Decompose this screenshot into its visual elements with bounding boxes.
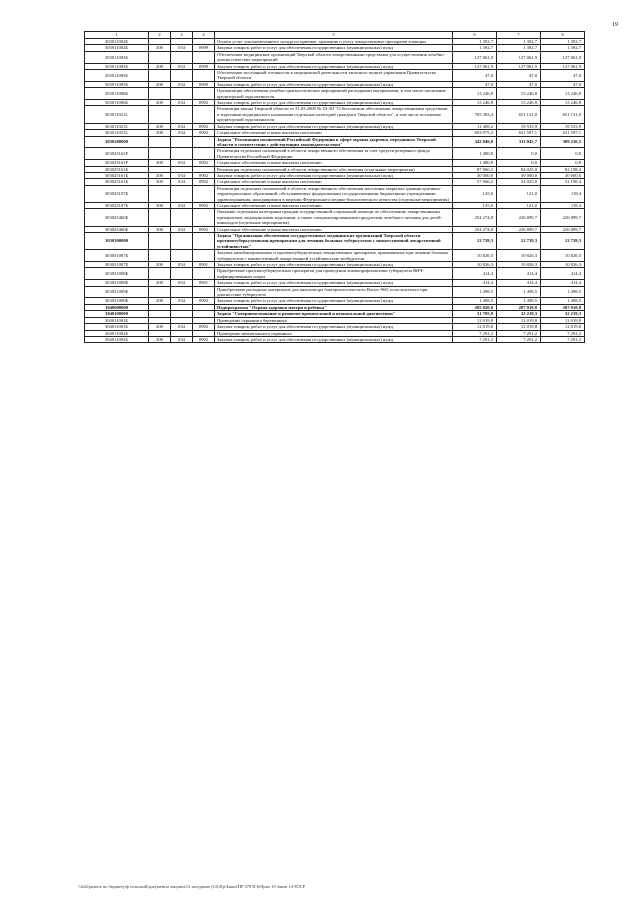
row-rz: 034 (171, 130, 193, 136)
row-rz: 034 (171, 280, 193, 286)
row-amount-1: 12 019,8 (453, 317, 497, 323)
row-code: 303011006Б (85, 100, 149, 106)
row-pr: 0909 (193, 81, 215, 87)
row-amount-3: 82 198,4 (541, 166, 585, 172)
row-vr: 200 (149, 336, 171, 342)
row-rz: 034 (171, 123, 193, 129)
row-name: Закупка товаров, работ и услуг для обеспечения государственных (муниципальных) нужд (215, 280, 453, 286)
table-row (85, 136, 585, 148)
row-vr: 200 (149, 280, 171, 286)
row-code: 304011002Б (85, 336, 149, 342)
row-amount-3: 118,4 (541, 185, 585, 202)
row-name: Закупка товаров, работ и услуг для обеспечения государственных (муниципальных) нужд (215, 100, 453, 106)
row-name: Оплата услуг уполномоченного склада по приемке, хранению и учету лекарственных препаратов и вакцин (215, 39, 453, 45)
row-vr (149, 70, 171, 82)
row-code: 303025460Б (85, 209, 149, 226)
row-name: Задача "Совершенствование и развитие пренатальной и неонатальной диагностики" (215, 311, 453, 317)
row-pr (193, 250, 215, 262)
row-name: Реализация закона Тверской области от 31.03.2008 № 23-ЗО "О бесплатном обеспечении лекарственными средствами и изделиями медицинского назначения отдельных категорий граждан в Тверской области", в том числе погашение кредиторской задолженности (215, 106, 453, 123)
row-amount-3: 226 899,7 (541, 209, 585, 226)
row-amount-1: 285 820,0 (453, 304, 497, 310)
row-name: Социальное обеспечение и иные выплаты населению (215, 226, 453, 232)
row-amount-2: 1 498,5 (497, 298, 541, 304)
row-code: 303025161F (85, 160, 149, 166)
row-code: 303031009Б (85, 298, 149, 304)
row-amount-2: 12 019,8 (497, 317, 541, 323)
row-name: Реализация отдельных полномочий в области лекарственного обеспечения населения закрытых административно-территориальных образований, обслуживаемых федеральными государственными бюджетными учреждениями здравоохранения, находящимися в ведении Федерального медико-биологического агентства (отдельные мероприятия) (215, 185, 453, 202)
row-name: Проведение скрининга беременных (215, 317, 453, 323)
row-rz: 034 (171, 262, 193, 268)
row-vr (149, 136, 171, 148)
row-amount-2: 19 533,9 (497, 123, 541, 129)
row-name: Закупка товаров, работ и услуг для обеспечения государственных (муниципальных) нужд (215, 63, 453, 69)
row-amount-3: 47,0 (541, 81, 585, 87)
row-amount-3: 127 061,9 (541, 51, 585, 63)
row-rz: 034 (171, 336, 193, 342)
row-amount-3: 127 061,9 (541, 63, 585, 69)
row-amount-1: 125,0 (453, 185, 497, 202)
row-amount-3: 226 899,7 (541, 226, 585, 232)
row-code: 303011021L (85, 123, 149, 129)
table-row (85, 88, 585, 100)
table-row (85, 233, 585, 250)
row-amount-2: 414,4 (497, 268, 541, 280)
row-amount-1: 693 975,2 (453, 130, 497, 136)
row-rz: 034 (171, 226, 193, 232)
row-rz (171, 268, 193, 280)
row-name: Реализация отдельных полномочий в области лекарственного обеспечения (отдельные мероприятия) (215, 166, 453, 172)
row-name: Задача "Организация обеспечения государственных медицинских организаций Тверской области противотуберкулезными препаратами для лечения больных туберкулезом с множественной лекарственной устойчивостью" (215, 233, 453, 250)
row-amount-1: 1 392,7 (453, 45, 497, 51)
row-amount-2: 7 291,2 (497, 330, 541, 336)
row-amount-1: 12 019,8 (453, 324, 497, 330)
row-rz (171, 148, 193, 160)
row-amount-3: 0,0 (541, 160, 585, 166)
column-number: 1 (85, 32, 149, 39)
row-amount-2: 10 826,3 (497, 250, 541, 262)
column-number: 6 (453, 32, 497, 39)
table-row (85, 209, 585, 226)
row-amount-3: 287 018,8 (541, 304, 585, 310)
row-code: 303011002Б (85, 45, 149, 51)
row-code: 303031008Б (85, 268, 149, 280)
row-amount-1: 57 066,2 (453, 179, 497, 185)
column-number: 3 (171, 32, 193, 39)
row-amount-2: 13 246,8 (497, 88, 541, 100)
row-rz: 034 (171, 81, 193, 87)
row-code: 3030300000 (85, 233, 149, 250)
row-code: 303011006Б (85, 88, 149, 100)
row-name: Реализация отдельных полномочий в области лекарственного обеспечения за счет средств резервного фонда Правительства Российской Федерации (215, 148, 453, 160)
row-amount-3: 47,0 (541, 70, 585, 82)
table-row (85, 268, 585, 280)
row-pr: 0909 (193, 45, 215, 51)
row-rz: 034 (171, 298, 193, 304)
row-vr (149, 88, 171, 100)
row-pr: 0902 (193, 298, 215, 304)
row-rz (171, 51, 193, 63)
row-code: 303031007Б (85, 262, 149, 268)
row-amount-3: 651 131,0 (541, 106, 585, 123)
row-pr (193, 286, 215, 298)
row-pr (193, 148, 215, 160)
row-amount-1: 7 291,2 (453, 330, 497, 336)
row-amount-2: 311 045,7 (497, 136, 541, 148)
column-number: 8 (541, 32, 585, 39)
row-name: Закупка товаров, работ и услуг для обеспечения государственных (муниципальных) нужд (215, 262, 453, 268)
row-amount-2: 12 739,3 (497, 233, 541, 250)
row-rz (171, 250, 193, 262)
row-name: Приобретение расходных материалов для анализатора бактериологического Bactec-960, используемого при диагностике туберкулеза (215, 286, 453, 298)
row-vr (149, 233, 171, 250)
row-vr: 200 (149, 123, 171, 129)
row-amount-3: 7 291,2 (541, 336, 585, 342)
row-name: Обеспечение постоянной готовности к медицинской деятельности запасного пункта управления Правительства Тверской области (215, 70, 453, 82)
row-amount-2: 7 291,2 (497, 336, 541, 342)
row-vr: 300 (149, 226, 171, 232)
row-amount-3: 414,4 (541, 268, 585, 280)
row-amount-2: 226 899,7 (497, 209, 541, 226)
row-vr (149, 106, 171, 123)
row-amount-1: 47,0 (453, 81, 497, 87)
column-number: 2 (149, 32, 171, 39)
row-code: 303031007Б (85, 250, 149, 262)
row-code: 303025161Б (85, 179, 149, 185)
row-pr: 0902 (193, 172, 215, 178)
row-code: 304011001Б (85, 317, 149, 323)
row-name: Закупка товаров, работ и услуг для обеспечения государственных (муниципальных) нужд (215, 298, 453, 304)
row-rz: 034 (171, 63, 193, 69)
row-vr (149, 286, 171, 298)
row-amount-1: 125,0 (453, 202, 497, 208)
row-rz: 034 (171, 45, 193, 51)
row-name: Закупка товаров, работ и услуг для обеспечения государственных (муниципальных) нужд (215, 336, 453, 342)
row-amount-1: 30 000,0 (453, 172, 497, 178)
row-name: Социальное обеспечение и иные выплаты населению (215, 130, 453, 136)
row-amount-1: 1 480,0 (453, 148, 497, 160)
row-vr (149, 148, 171, 160)
row-amount-2: 651 131,0 (497, 106, 541, 123)
column-number: 4 (193, 32, 215, 39)
row-rz (171, 88, 193, 100)
row-vr (149, 268, 171, 280)
row-amount-1: 254 274,8 (453, 226, 497, 232)
row-amount-1: 1 498,5 (453, 298, 497, 304)
row-code: 303011003Б (85, 51, 149, 63)
row-pr (193, 185, 215, 202)
row-code: 303025197Б (85, 202, 149, 208)
row-amount-1: 1 392,7 (453, 39, 497, 45)
row-amount-3: 631 597,1 (541, 130, 585, 136)
row-code: 303025161Б (85, 172, 149, 178)
row-code: 304011001Б (85, 324, 149, 330)
row-amount-3: 1 498,5 (541, 286, 585, 298)
row-vr: 200 (149, 45, 171, 51)
row-vr: 200 (149, 100, 171, 106)
row-name: Проведение неонатального скрининга (215, 330, 453, 336)
row-amount-2: 287 018,8 (497, 304, 541, 310)
row-amount-1: 414,4 (453, 268, 497, 280)
row-amount-1: 13 246,8 (453, 100, 497, 106)
row-vr (149, 250, 171, 262)
table-row (85, 185, 585, 202)
row-amount-1: 12 739,3 (453, 233, 497, 250)
row-code: 303025460Б (85, 226, 149, 232)
row-name: Закупка товаров, работ и услуг для обеспечения государственных (муниципальных) нужд (215, 123, 453, 129)
row-name: Закупка товаров, работ и услуг для обеспечения государственных (муниципальных) нужд (215, 81, 453, 87)
row-rz: 034 (171, 324, 193, 330)
row-amount-1: 705 383,4 (453, 106, 497, 123)
file-path-footer: \\fs02\разное по бюджету\ф сельский\документы закупки\13 заседание (13)\Пр\Закон\ПР 378 П-6\Прил 10 Закон 14-ЗОСР (78, 884, 306, 889)
row-amount-2: 13 246,8 (497, 100, 541, 106)
table-row (85, 70, 585, 82)
row-amount-1: 10 826,3 (453, 262, 497, 268)
row-amount-3: 118,4 (541, 202, 585, 208)
row-amount-3: 1 392,7 (541, 45, 585, 51)
row-pr (193, 233, 215, 250)
row-rz (171, 70, 193, 82)
row-vr (149, 209, 171, 226)
row-name: Подпрограмма "Охрана здоровья матери и ребенка" (215, 304, 453, 310)
table-row (85, 51, 585, 63)
row-amount-3: 1 498,5 (541, 298, 585, 304)
row-amount-3: 13 246,8 (541, 100, 585, 106)
row-vr: 200 (149, 324, 171, 330)
row-code: 303011002Б (85, 39, 149, 45)
row-pr: 0902 (193, 336, 215, 342)
page-number: 19 (612, 22, 618, 28)
row-amount-2: 30 000,0 (497, 172, 541, 178)
row-amount-1: 414,4 (453, 280, 497, 286)
row-pr (193, 70, 215, 82)
row-amount-2: 127 061,9 (497, 63, 541, 69)
table-row (85, 250, 585, 262)
row-pr: 0902 (193, 202, 215, 208)
row-amount-1: 87 066,2 (453, 166, 497, 172)
row-amount-2: 12 019,8 (497, 324, 541, 330)
row-amount-3: 1 392,7 (541, 39, 585, 45)
row-code: 303011005Б (85, 70, 149, 82)
row-amount-3: 12 739,3 (541, 233, 585, 250)
table-row (85, 286, 585, 298)
row-rz (171, 136, 193, 148)
row-amount-3: 12 019,8 (541, 324, 585, 330)
row-amount-3: 32 219,3 (541, 311, 585, 317)
row-amount-2: 414,4 (497, 280, 541, 286)
row-amount-1: 1 498,5 (453, 286, 497, 298)
row-amount-2: 631 597,1 (497, 130, 541, 136)
row-amount-3: 7 291,2 (541, 330, 585, 336)
row-vr: 300 (149, 179, 171, 185)
row-code: 304011002Б (85, 330, 149, 336)
row-pr: 0902 (193, 100, 215, 106)
row-amount-2: 127 061,9 (497, 51, 541, 63)
row-name: Обеспечение медицинских организаций Тверской области лекарственными средствами для осуществления лечебно-диагностических мероприятий (215, 51, 453, 63)
row-rz (171, 106, 193, 123)
row-name: Оказание отдельным категориям граждан государственной социальной помощи по обеспечению лекарственными препаратами, медицинскими изделиями, а также специализированными продуктами лечебного питания для детей-инвалидов (отдельные мероприятия) (215, 209, 453, 226)
row-amount-3: 414,4 (541, 280, 585, 286)
row-amount-2: 47,0 (497, 70, 541, 82)
row-name: Социальное обеспечение и иные выплаты населению (215, 160, 453, 166)
row-amount-1: 10 826,3 (453, 250, 497, 262)
row-pr: 0902 (193, 324, 215, 330)
row-name: Закупка товаров, работ и услуг для обеспечения государственных (муниципальных) нужд (215, 324, 453, 330)
row-amount-3: 0,0 (541, 148, 585, 160)
row-name: Закупка товаров, работ и услуг для обеспечения государственных (муниципальных) нужд (215, 45, 453, 51)
row-code: 3030200000 (85, 136, 149, 148)
row-amount-1: 7 291,2 (453, 336, 497, 342)
row-name: Закупка товаров, работ и услуг для обеспечения государственных (муниципальных) нужд (215, 172, 453, 178)
row-code: 3040100000 (85, 311, 149, 317)
row-pr: 0902 (193, 179, 215, 185)
column-number-row (85, 32, 585, 39)
row-code: 3040000000 (85, 304, 149, 310)
row-amount-3: 13 246,8 (541, 88, 585, 100)
row-amount-3: 52 198,4 (541, 179, 585, 185)
row-amount-3: 30 000,0 (541, 172, 585, 178)
row-amount-1: 127 061,9 (453, 63, 497, 69)
row-code: 303031008Б (85, 280, 149, 286)
row-pr: 0902 (193, 160, 215, 166)
budget-table (84, 31, 585, 343)
row-amount-2: 121,0 (497, 185, 541, 202)
row-amount-2: 0,0 (497, 160, 541, 166)
row-amount-2: 54 025,0 (497, 179, 541, 185)
row-name: Закупка антибактериальных и противотуберкулезных лекарственных препаратов, применяемых при лечении больных туберкулезом с множественной лекарственной устойчивостью возбудителя (215, 250, 453, 262)
row-pr (193, 106, 215, 123)
row-amount-2: 84 025,0 (497, 166, 541, 172)
row-vr: 200 (149, 262, 171, 268)
row-amount-2: 32 219,3 (497, 311, 541, 317)
row-name: Приобретение противотуберкулезных препаратов для проведения химиопрофилактики туберкулеза ВИЧ-инфицированным лицам (215, 268, 453, 280)
row-name: Задача "Реализация полномочий Российской Федерации в сфере охраны здоровья, переданных Тверской области в соответствии с действующим законодательством" (215, 136, 453, 148)
table-row (85, 336, 585, 342)
row-rz: 034 (171, 100, 193, 106)
row-vr: 200 (149, 172, 171, 178)
row-rz (171, 185, 193, 202)
row-amount-1: 254 274,8 (453, 209, 497, 226)
row-pr (193, 51, 215, 63)
row-pr (193, 136, 215, 148)
row-code: 303011005Б (85, 81, 149, 87)
table-row (85, 148, 585, 160)
row-rz: 034 (171, 160, 193, 166)
row-vr: 300 (149, 160, 171, 166)
row-pr: 0901 (193, 262, 215, 268)
row-name: Социальное обеспечение и иные выплаты населению (215, 202, 453, 208)
row-vr: 200 (149, 81, 171, 87)
row-pr: 0902 (193, 123, 215, 129)
row-rz: 034 (171, 179, 193, 185)
row-pr: 0902 (193, 130, 215, 136)
row-amount-2: 121,0 (497, 202, 541, 208)
row-vr: 300 (149, 130, 171, 136)
row-amount-2: 47,0 (497, 81, 541, 87)
row-amount-3: 309 216,5 (541, 136, 585, 148)
row-amount-1: 342 946,0 (453, 136, 497, 148)
row-pr: 0901 (193, 280, 215, 286)
row-vr (149, 185, 171, 202)
column-number: 7 (497, 32, 541, 39)
row-amount-1: 47,0 (453, 70, 497, 82)
row-code: 303011003Б (85, 63, 149, 69)
row-code: 303011021L (85, 130, 149, 136)
row-pr (193, 268, 215, 280)
row-rz (171, 233, 193, 250)
row-rz (171, 286, 193, 298)
row-amount-2: 10 826,3 (497, 262, 541, 268)
row-code: 303031009Б (85, 286, 149, 298)
row-vr: 300 (149, 202, 171, 208)
row-rz (171, 209, 193, 226)
row-pr: 0902 (193, 226, 215, 232)
row-pr: 0909 (193, 63, 215, 69)
row-amount-1: 31 705,9 (453, 311, 497, 317)
row-name: Социальное обеспечение и иные выплаты населению (215, 179, 453, 185)
row-amount-1: 1 480,0 (453, 160, 497, 166)
row-vr: 200 (149, 63, 171, 69)
row-rz: 034 (171, 202, 193, 208)
row-pr (193, 88, 215, 100)
row-amount-3: 10 826,3 (541, 250, 585, 262)
row-rz: 034 (171, 172, 193, 178)
row-amount-1: 127 061,9 (453, 51, 497, 63)
row-amount-2: 1 392,7 (497, 39, 541, 45)
row-amount-3: 19 533,9 (541, 123, 585, 129)
row-amount-2: 1 498,5 (497, 286, 541, 298)
row-vr: 200 (149, 298, 171, 304)
row-name: Организация обеспечения лечебно-диагностических мероприятий расходными материалами, в том числе погашение кредиторской задолженности (215, 88, 453, 100)
row-code: 303025197Б (85, 185, 149, 202)
row-amount-1: 11 408,2 (453, 123, 497, 129)
row-amount-3: 12 019,8 (541, 317, 585, 323)
row-code: 303025161F (85, 148, 149, 160)
row-vr (149, 51, 171, 63)
row-amount-1: 13 246,8 (453, 88, 497, 100)
row-amount-2: 0,0 (497, 148, 541, 160)
row-amount-2: 226 899,7 (497, 226, 541, 232)
row-amount-2: 1 392,7 (497, 45, 541, 51)
column-number: 5 (215, 32, 453, 39)
row-code: 303011021L (85, 106, 149, 123)
table-row (85, 106, 585, 123)
row-code: 303025161Б (85, 166, 149, 172)
row-amount-3: 10 826,3 (541, 262, 585, 268)
row-pr (193, 209, 215, 226)
